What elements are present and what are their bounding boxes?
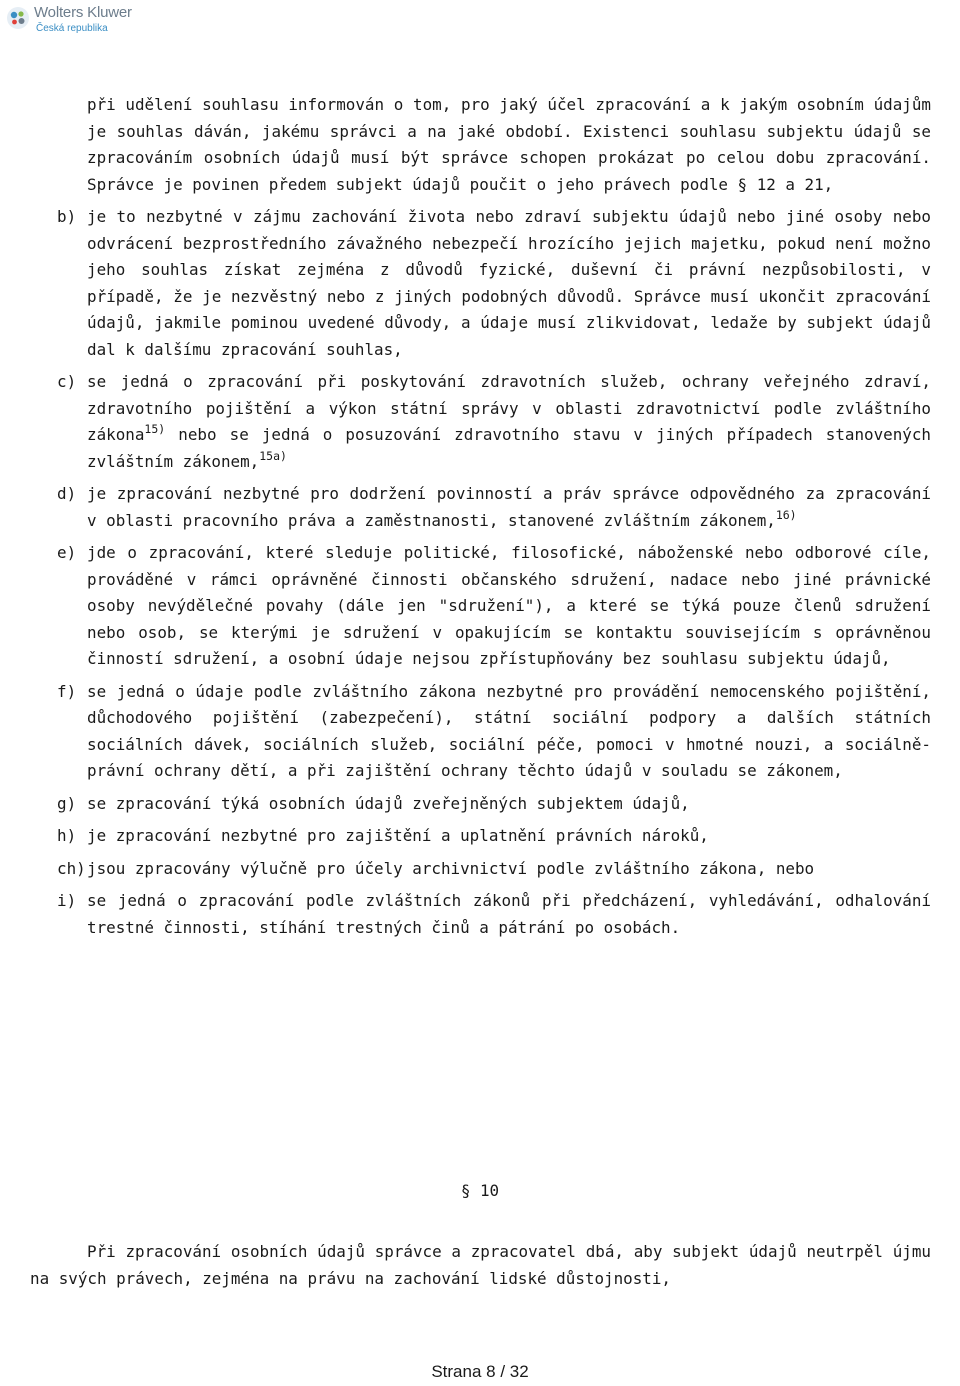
list-item-ch bbox=[57, 856, 931, 883]
list-item-i bbox=[57, 888, 931, 941]
document-body bbox=[57, 92, 931, 947]
item-text bbox=[87, 481, 931, 534]
item-text: se jedná o údaje podle zvláštního zákona nezbytné pro provádění nemocenského pojištění, důchodového pojištění (zabezpečení), státní sociální podpory a dalších státních sociálních dávek, sociálních služeb, sociální péče, pomoci v hmotné nouzi, a sociálně-právní ochrany dětí, a při zajištění ochrany těchto údajů v souladu se zákonem, bbox=[87, 681, 931, 780]
item-label: f) bbox=[57, 681, 77, 701]
publisher-logo bbox=[6, 2, 146, 36]
intro-paragraph: při udělení souhlasu informován o tom, pro jaký účel zpracování a k jakým osobním údajům je souhlas dáván, jakému správci a na jaké období. Existenci souhlasu subjektu údajů se zpracováním osobních údajů musí být správce schopen prokázat po celou dobu zpracování. Správce je povinen předem subjekt údajů poučit o jeho právech podle § 12 a 21, bbox=[87, 95, 931, 194]
item-label: d) bbox=[57, 484, 77, 503]
list-item-e bbox=[57, 540, 931, 673]
list-item-f bbox=[57, 679, 931, 785]
list-item-g bbox=[57, 791, 931, 818]
footnote-ref-15a[interactable]: 15a) bbox=[259, 448, 287, 463]
item-label: c) bbox=[57, 372, 77, 391]
footnote-ref-16[interactable]: 16) bbox=[775, 507, 797, 522]
item-label: g) bbox=[57, 793, 77, 813]
item-label: b) bbox=[57, 207, 77, 226]
item-label: i) bbox=[57, 891, 77, 910]
item-text: je to nezbytné v zájmu zachování života nebo zdraví subjektu údajů nebo jiné osoby nebo odvrácení bezprostředního závažného nebezpečí hrozícího jejich majetku, pokud není možno jeho souhlas získat zejména z důvodů fyzické, duševní či právní nezpůsobilosti, v případě, že je nezvěstný nebo z jiných podobných důvodů. Správce musí ukončit zpracování údajů, jakmile pominou uvedené důvody, a údaje musí zlikvidovat, ledaže by subjekt údajů dal k dalšímu zpracování souhlas, bbox=[87, 207, 931, 359]
page-number: Strana 8 / 32 bbox=[431, 1362, 529, 1381]
item-label: ch) bbox=[57, 858, 86, 878]
item-text-part: nebo se jedná o posuzování zdravotního stavu v jiných případech stanovených zvláštním zákonem, bbox=[87, 425, 931, 471]
item-text-part: je zpracování nezbytné pro dodržení povinností a práv správce odpovědného za zpracování v oblasti pracovního práva a zaměstnanosti, stanovené zvláštním zákonem, bbox=[87, 484, 931, 530]
wolters-kluwer-mark-icon bbox=[6, 6, 30, 30]
item-label: e) bbox=[57, 543, 77, 562]
item-text: se zpracování týká osobních údajů zveřejněných subjektem údajů, bbox=[87, 793, 690, 813]
item-text: jde o zpracování, které sleduje politické, filosofické, náboženské nebo odborové cíle, prováděné v rámci oprávněné činnosti občanského sdružení, nadace nebo jiné právnické osoby nevýdělečné povahy (dále jen "sdružení"), a které se týká pouze členů sdružení nebo osob, se kterými je sdružení v opakujícím se kontaktu souvisejícím s oprávněnou činností sdružení, a osobní údaje nejsou zpřístupňovány bez souhlasu subjektu údajů, bbox=[87, 543, 931, 668]
item-text bbox=[87, 369, 931, 475]
list-item-h bbox=[57, 823, 931, 850]
brand-name: Wolters Kluwer bbox=[34, 4, 132, 21]
footnote-ref-15[interactable]: 15) bbox=[144, 422, 166, 436]
item-text: jsou zpracovány výlučně pro účely archivnictví podle zvláštního zákona, nebo bbox=[87, 858, 815, 878]
item-text: se jedná o zpracování podle zvláštních zákonů při předcházení, vyhledávání, odhalování trestné činnosti, stíhání trestných činů a pátrání po osobách. bbox=[87, 891, 931, 937]
brand-subtitle: Česká republika bbox=[36, 23, 108, 34]
item-text-part: se jedná o zpracování při poskytování zdravotních služeb, ochrany veřejného zdraví, zdravotního pojištění a výkon státní správy v oblasti zdravotnictví podle zvláštního zákona bbox=[87, 372, 931, 444]
section-heading: § 10 bbox=[460, 1181, 500, 1200]
list-item-c bbox=[57, 369, 931, 475]
item-label: h) bbox=[57, 826, 77, 845]
list-item-d bbox=[57, 481, 931, 534]
section-paragraph: Při zpracování osobních údajů správce a zpracovatel dbá, aby subjekt údajů neutrpěl újmu na svých právech, zejména na právu na zachování lidské důstojnosti, bbox=[30, 1242, 931, 1288]
list-item-b bbox=[57, 204, 931, 363]
item-text: je zpracování nezbytné pro zajištění a uplatnění právních nároků, bbox=[87, 826, 709, 845]
